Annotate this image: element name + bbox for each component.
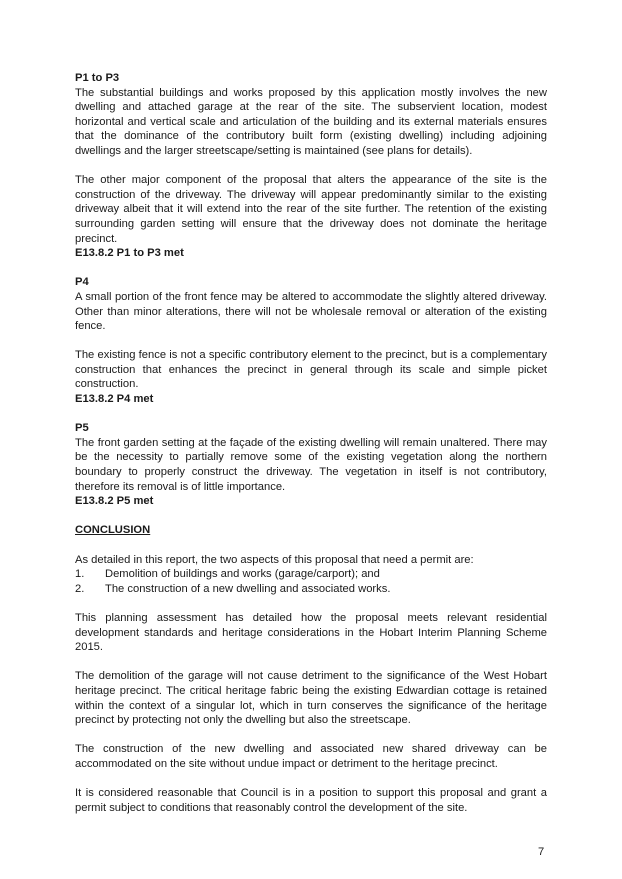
section-result: E13.8.2 P1 to P3 met [75,247,184,260]
paragraph: The demolition of the garage will not cause detriment to the significance of the West Hobart heritage precinct. The critical heritage fabric being the existing Edwardian cottage is retained within the context of a singular lot, which in turn conserves the significance of the heritage precinct by protecting not only the dwelling but also the streetscape. [75,670,547,727]
list-text: Demolition of buildings and works (garage/carport); and [105,568,380,581]
page-number: 7 [538,846,545,858]
paragraph: The front garden setting at the façade of the existing dwelling will remain unaltered. There may be the necessity to partially remove some of the existing vegetation along the northern boundary to properly construct the driveway. The vegetation in itself is not contributory, therefore its removal is of little importance. [75,436,547,493]
section-heading-p5: P5 [75,422,89,435]
conclusion-heading: CONCLUSION [75,524,151,537]
list-number: 2. [75,582,85,595]
paragraph: A small portion of the front fence may be altered to accommodate the slightly altered driveway. Other than minor alterations, there will not be wholesale removal or alteration of the existing fence. [75,290,547,333]
paragraph: The construction of the new dwelling and associated new shared driveway can be accommodated on the site without undue impact or detriment to the heritage precinct. [75,743,547,770]
document-body [75,71,547,815]
list-item [75,567,547,582]
paragraph: It is considered reasonable that Council is in a position to support this proposal and grant a permit subject to conditions that reasonably control the development of the site. [75,787,547,814]
section-heading-p4: P4 [75,276,89,289]
paragraph: As detailed in this report, the two aspects of this proposal that need a permit are: [75,553,474,566]
section-result: E13.8.2 P5 met [75,495,154,508]
paragraph: The substantial buildings and works proposed by this application mostly involves the new dwelling and attached garage at the rear of the site. The subservient location, modest horizontal and vertical scale and articulation of the building and its external materials ensures that the dominance of the contributory built form (existing dwelling) including adjoining dwellings and the larger streetscape/setting is maintained (see plans for details). [75,86,547,157]
list-number: 1. [75,568,85,581]
section-heading-p1-p3: P1 to P3 [75,72,120,84]
permit-list [75,567,547,596]
list-text: The construction of a new dwelling and associated works. [105,582,391,595]
paragraph: The existing fence is not a specific contributory element to the precinct, but is a complementary construction that enhances the precinct in general through its scale and simple picket construction. [75,349,547,391]
paragraph: This planning assessment has detailed how the proposal meets relevant residential development standards and heritage considerations in the Hobart Interim Planning Scheme 2015. [75,611,547,654]
section-result: E13.8.2 P4 met [75,393,154,406]
paragraph: The other major component of the proposal that alters the appearance of the site is the construction of the driveway. The driveway will appear predominantly similar to the existing driveway albeit that it will extend into the rear of the site further. The retention of the existing surrounding garden setting will ensure that the driveway does not dominate the heritage precinct. [75,174,547,245]
list-item [75,582,547,597]
